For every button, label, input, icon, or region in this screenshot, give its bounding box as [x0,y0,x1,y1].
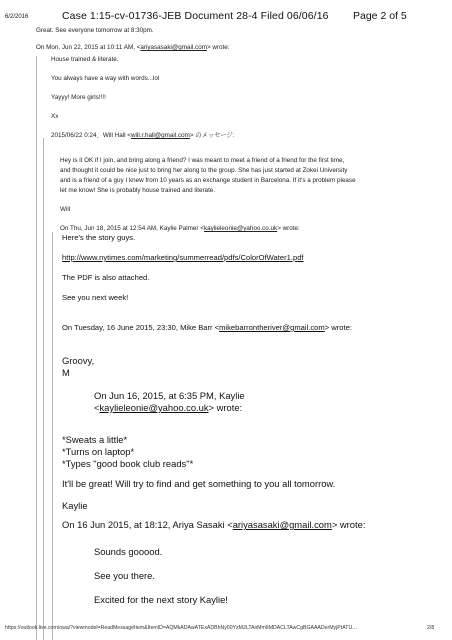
types-line: *Types "good book club reads"* [62,458,194,469]
story-pdf-link[interactable]: http://www.nytimes.com/marketing/summerread/pdfs/ColorOfWater1.pdf [62,253,304,262]
will-header-line: 2015/06/22 0:24、Will Hall <will.r.hall@gmail.com> のメッセージ: [51,132,235,139]
way-with-words-line: You always have a way with words...lol [51,75,160,82]
email-link-kaylie[interactable]: kaylieleonie@yahoo.co.uk [203,225,278,232]
great-line: Great. See everyone tomorrow at 8:30pm. [36,27,154,34]
more-girls-line: Yayyy! More girls!!!! [51,94,106,101]
see-next-week-line: See you next week! [62,293,129,302]
quote-rule-level3 [52,232,53,640]
will-body-3: and is a friend of a guy I knew from 10 years as an exchange student in Barcelona. If it's a problem please [60,177,356,184]
footer-page: 2/8 [427,625,435,631]
page-number-header: Page 2 of 5 [353,10,407,22]
email-link-kaylie-2[interactable]: kaylieleonie@yahoo.co.uk [99,402,209,413]
will-body-2: and thought it could be nice just to bring her along to the group. She has just started at Zokei University [60,167,348,174]
thu-wrote-line: On Thu, Jun 18, 2015 at 12:54 AM, Kaylie Palmer <kaylieleonie@yahoo.co.uk> wrote: [60,225,300,232]
tue-wrote-line: On Tuesday, 16 June 2015, 23:30, Mike Barr <mikebarrontheriver@gmail.com> wrote: [62,323,352,332]
turns-on-line: *Turns on laptop* [62,446,135,457]
quote-rule-level1 [36,56,37,640]
quote-rule-level2 [43,138,44,640]
house-trained-line: House trained & literate. [51,56,119,63]
will-signature: Will [60,206,71,213]
m-signature: M [62,367,70,378]
itll-be-great-line: It'll be great! Will try to find and get something to you all tomorrow. [62,478,336,489]
ariya-wrote-line: On 16 Jun 2015, at 18:12, Ariya Sasaki <ariyasasaki@gmail.com> wrote: [62,519,366,530]
email-link-will[interactable]: will.r.hall@gmail.com [130,132,190,139]
case-header: Case 1:15-cv-01736-JEB Document 28-4 Filed 06/06/16 [62,10,329,22]
mon-wrote-line: On Mon, Jun 22, 2015 at 10:11 AM, <ariyasasaki@gmail.com> wrote: [36,44,230,51]
print-date: 6/2/2016 [5,14,29,20]
excited-line: Excited for the next story Kaylie! [94,594,228,605]
groovy-line: Groovy, [62,355,95,366]
pdf-attached-line: The PDF is also attached. [62,273,150,282]
kaylie-signature: Kaylie [62,500,88,511]
will-body-4: let me know! She is probably house trained and literate. [60,187,216,194]
email-link-ariya[interactable]: ariyasasaki@gmail.com [140,44,207,51]
jun16-wrote-line-1: On Jun 16, 2015, at 6:35 PM, Kaylie [94,390,245,401]
see-you-there-line: See you there. [94,570,155,581]
jun16-wrote-line-2: <kaylieleonie@yahoo.co.uk> wrote: [94,402,243,413]
will-body-1: Hey is it OK if I join, and bring along a friend? I was meant to meet a friend of a friend for the first time, [60,157,345,164]
xx-line: Xx [51,113,59,120]
footer-url: https://outlook.live.com/owa/?viewmodel=ReadMessageItem&ItemID=AQMkADAwATExADBhNy00YzM2LTAxMmItMDACLTAwCgBGAAADerMyjPtATU… [5,625,358,631]
story-guys-line: Here's the story guys. [62,233,136,242]
sounds-good-line: Sounds gooood. [94,546,163,557]
email-link-ariya-2[interactable]: ariyasasaki@gmail.com [232,519,332,530]
sweats-line: *Sweats a little* [62,434,128,445]
email-link-mike[interactable]: mikebarrontheriver@gmail.com [219,323,325,332]
